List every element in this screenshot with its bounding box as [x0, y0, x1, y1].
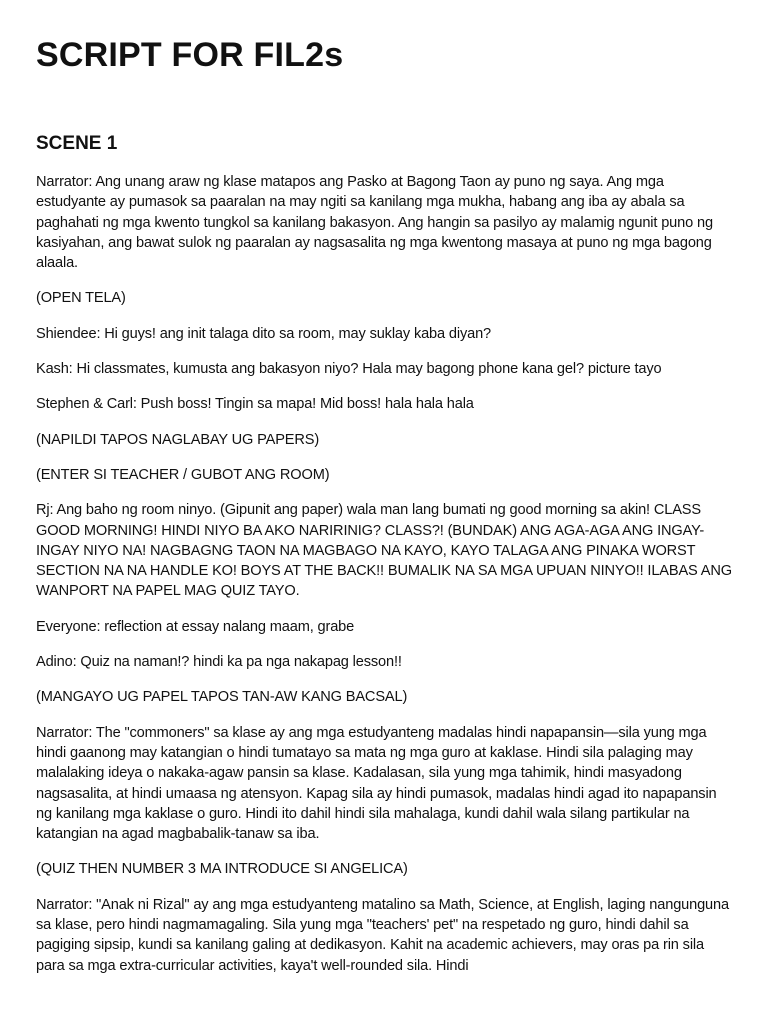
scene-heading: SCENE 1 — [36, 133, 118, 154]
dialogue-line: Rj: Ang baho ng room ninyo. (Gipunit ang paper) wala man lang bumati ng good morning sa akin! CLASS GOOD MORNING! HINDI NIYO BA AKO NARIRINIG? CLASS?! (BUNDAK) ANG AGA-AGA ANG INGAY-INGAY NIYO NA! NAGBAGNG TAON NA MAGBAGO NA KAYO, KAYO TALAGA ANG PINAKA WORST SECTION NA NA HANDLE KO! BOYS AT THE BACK!! BUMALIK NA SA MGA UPUAN NINYO!! ILABAS ANG WANPORT NA PAPEL MAG QUIZ TAYO. — [36, 502, 732, 600]
dialogue-line: Kash: Hi classmates, kumusta ang bakasyon niyo? Hala may bagong phone kana gel? picture tayo — [36, 361, 662, 378]
dialogue-line: Adino: Quiz na naman!? hindi ka pa nga nakapag lesson!! — [36, 654, 402, 671]
stage-direction: (OPEN TELA) — [36, 290, 126, 307]
stage-direction: (ENTER SI TEACHER / GUBOT ANG ROOM) — [36, 466, 330, 483]
stage-direction: (QUIZ THEN NUMBER 3 MA INTRODUCE SI ANGELICA) — [36, 861, 408, 878]
dialogue-line: Stephen & Carl: Push boss! Tingin sa mapa! Mid boss! hala hala hala — [36, 396, 474, 413]
document-title: SCRIPT FOR FIL2s — [36, 36, 344, 74]
script-body — [36, 172, 736, 991]
narration-paragraph: Narrator: Ang unang araw ng klase matapos ang Pasko at Bagong Taon ay puno ng saya. Ang mga estudyante ay pumasok sa paaralan na may ngiti sa kanilang mga mukha, habang ang iba ay abala sa paghahati ng mga kwento tungkol sa kanilang bakasyon. Ang hangin sa pasilyo ay malamig ngunit puno ng kasiyahan, ang bawat sulok ng paaralan ay nagsasalita ng mga kwentong masaya at puno ng mga bagong alaala. — [36, 174, 713, 272]
dialogue-line: Shiendee: Hi guys! ang init talaga dito sa room, may suklay kaba diyan? — [36, 325, 491, 342]
dialogue-line: Everyone: reflection at essay nalang maam, grabe — [36, 618, 355, 635]
narration-paragraph: Narrator: The "commoners" sa klase ay ang mga estudyanteng madalas hindi napapansin—sila yung mga hindi gaanong may katangian o hindi tumatayo sa mata ng mga guro at kaklase. Hindi sila palaging may malalaking ideya o nakaka-agaw pansin sa klase. Kadalasan, sila yung mga tahimik, hindi masyadong nagsasalita, at hindi umaasa ng atensyon. Kapag sila ay hindi pumasok, madalas hindi agad ito napapansin ng kanilang mga kaklase o guro. Hindi ito dahil hindi sila mahalaga, kundi dahil wala silang partikular na katangian na agad magbabalik-tanaw sa iba. — [36, 724, 717, 843]
stage-direction: (NAPILDI TAPOS NAGLABAY UG PAPERS) — [36, 431, 320, 448]
stage-direction: (MANGAYO UG PAPEL TAPOS TAN-AW KANG BACSAL) — [36, 689, 408, 706]
narration-paragraph: Narrator: "Anak ni Rizal" ay ang mga estudyanteng matalino sa Math, Science, at English, laging nangunguna sa klase, pero hindi nagmamagaling. Sila yung mga "teachers' pet" na respetado ng guro, hindi dahil sa pagiging sipsip, kundi sa kanilang galing at dedikasyon. Kahit na academic achievers, may oras pa rin sila para sa mga extra-curricular activities, kaya't well-rounded sila. Hindi — [36, 896, 729, 974]
